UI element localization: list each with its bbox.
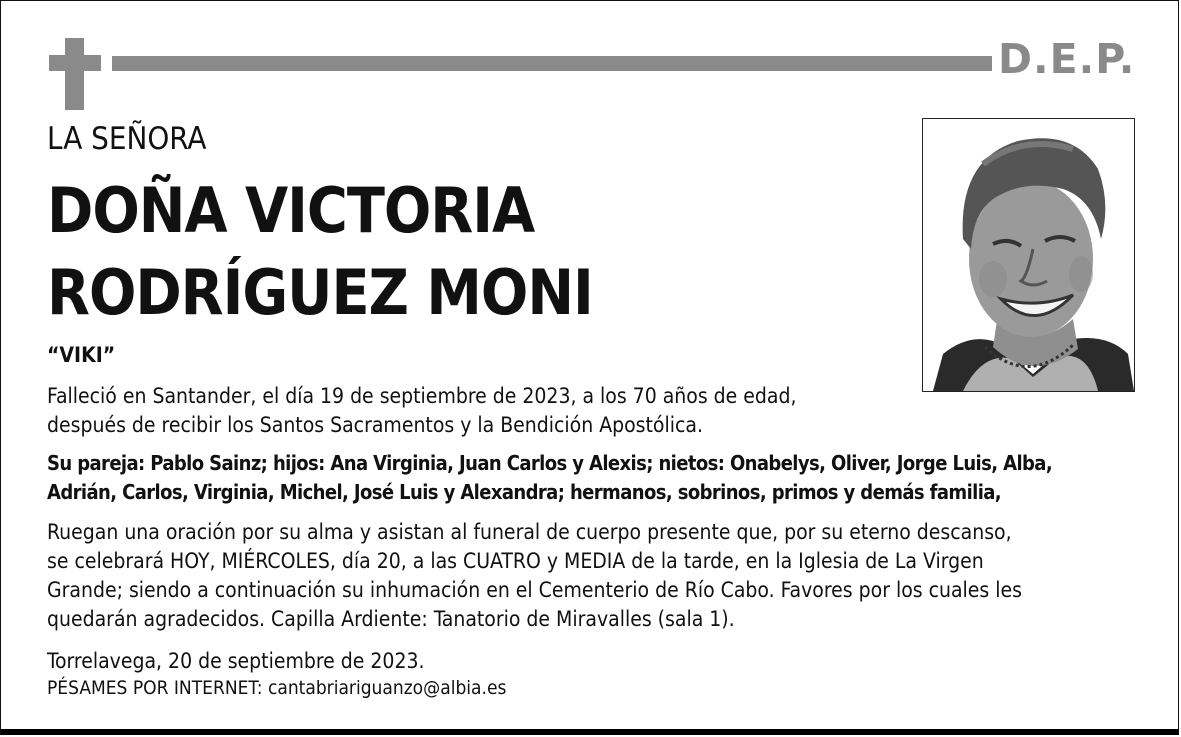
death-line: Falleció en Santander, el día 19 de septiembre de 2023, a los 70 años de edad,	[47, 384, 797, 408]
header-rule	[112, 56, 992, 71]
death-details	[47, 382, 797, 440]
title-prefix: LA SEÑORA	[47, 121, 207, 157]
family-line: Adrián, Carlos, Virginia, Michel, José Luis y Alexandra; hermanos, sobrinos, primos y demás familia,	[47, 480, 1002, 504]
family-list	[47, 449, 1052, 507]
dep-heading: D.E.P.	[998, 35, 1136, 83]
funeral-line: Ruegan una oración por su alma y asistan al funeral de cuerpo presente que, por su eterno descanso,	[47, 520, 1012, 544]
deceased-name-line1: DOÑA VICTORIA	[47, 174, 535, 247]
portrait-illustration	[923, 119, 1134, 391]
funeral-details	[47, 518, 1022, 634]
place-date: Torrelavega, 20 de septiembre de 2023.	[47, 649, 425, 673]
portrait-photo	[922, 118, 1135, 392]
condolences-line: PÉSAMES POR INTERNET: cantabriariguanzo@albia.es	[47, 677, 507, 699]
cross-icon	[49, 38, 101, 110]
death-line: después de recibir los Santos Sacramentos y la Bendición Apostólica.	[47, 413, 703, 437]
funeral-line: Grande; siendo a continuación su inhumación en el Cementerio de Río Cabo. Favores por los cuales les	[47, 578, 1022, 602]
deceased-name-line2: RODRÍGUEZ MONI	[47, 256, 593, 329]
family-line: Su pareja: Pablo Sainz; hijos: Ana Virginia, Juan Carlos y Alexis; nietos: Onabelys, Oliver, Jorge Luis, Alba,	[47, 451, 1053, 475]
nickname: “VIKI”	[47, 343, 116, 367]
funeral-line: se celebrará HOY, MIÉRCOLES, día 20, a las CUATRO y MEDIA de la tarde, en la Iglesia de La Virgen	[47, 549, 984, 573]
funeral-line: quedarán agradecidos. Capilla Ardiente: Tanatorio de Miravalles (sala 1).	[47, 607, 735, 631]
